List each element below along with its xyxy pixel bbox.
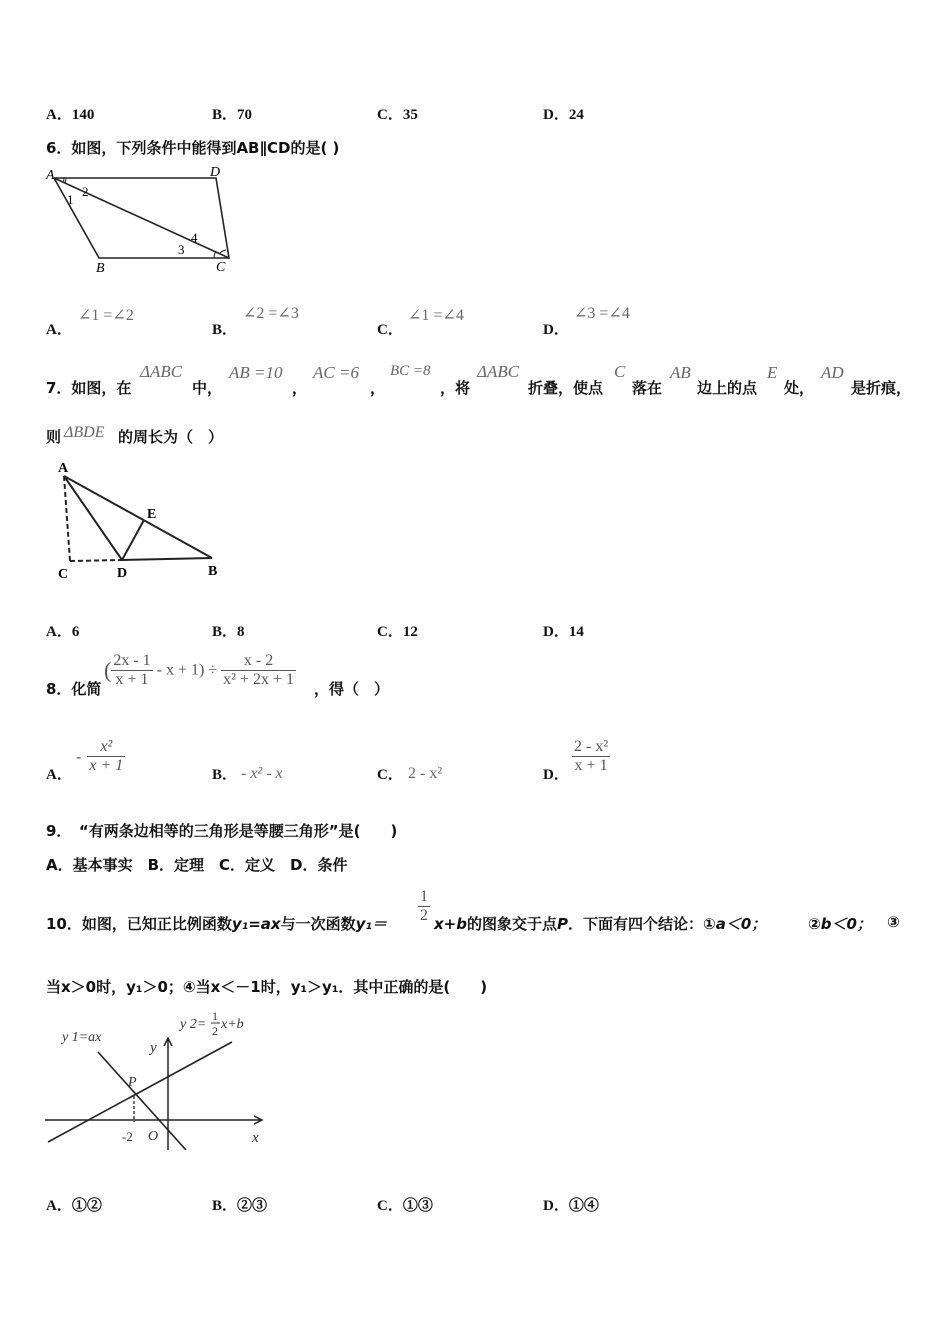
q6-option-c-expr: ∠1 =∠4 bbox=[408, 307, 464, 324]
q8-frac1-num: 2x - 1 bbox=[113, 652, 151, 669]
q7-number: 7．如图，在 bbox=[46, 379, 132, 397]
q7-label-e: E bbox=[147, 507, 157, 522]
q8-option-c-expr: 2 - x² bbox=[408, 765, 443, 782]
q7-option-d: D．14 bbox=[543, 624, 584, 640]
q6-label-d: D bbox=[210, 165, 221, 180]
q7-crease-ad: AD bbox=[821, 363, 844, 382]
q7-text-jiang: ，将 bbox=[440, 379, 471, 397]
q6-option-c-letter: C． bbox=[377, 322, 403, 338]
q7-triangle-figure bbox=[44, 456, 234, 586]
q7-side-ab: AB bbox=[670, 363, 691, 382]
q8-frac2-den: x² + 2x + 1 bbox=[223, 671, 294, 688]
q8-expression: ( $\frac{2x - 1}{x + 1}$ - x + 1) ÷ $\frac{x - 2}{\text{x² + 2x + 1}}$ bbox=[104, 652, 294, 688]
q7-label-b: B bbox=[208, 564, 218, 579]
q10-option-d: D．①④ bbox=[543, 1198, 599, 1214]
q7-label-a: A bbox=[58, 461, 69, 476]
q8-option-b-expr: - x² - x bbox=[241, 765, 283, 782]
q10-option-c: C．①③ bbox=[377, 1198, 433, 1214]
q7-option-c: C．12 bbox=[377, 624, 418, 640]
q8-frac2-num: x - 2 bbox=[221, 652, 296, 671]
q5-option-d: D．24 bbox=[543, 107, 584, 123]
q7-ab-length: AB =10 bbox=[229, 363, 283, 382]
q7-label-d: D bbox=[117, 566, 128, 581]
q6-label-c: C bbox=[216, 260, 226, 274]
q10-line2: 当x＞0时，y₁＞0；④当x＜－1时，y₁＞y₁．其中正确的是( ) bbox=[46, 978, 488, 996]
q10-label-x: x bbox=[252, 1130, 259, 1146]
q6-angle-1: 1 bbox=[67, 192, 74, 207]
q10-line1-tail: x+b的图象交于点P．下面有四个结论：①a＜0； bbox=[434, 915, 767, 933]
q8-frac1-den: x + 1 bbox=[115, 671, 149, 688]
q7-text-luo: 落在 bbox=[632, 379, 663, 397]
q9-options: A．基本事实 B．定理 C．定义 D．条件 bbox=[46, 856, 348, 874]
q10-line1: 10．如图，已知正比例函数y₁=ax与一次函数y₁＝ bbox=[46, 915, 387, 933]
q7-triangle-abc-2: ΔABC bbox=[477, 362, 520, 381]
q7-option-b: B．8 bbox=[212, 624, 245, 640]
q10-line1-end: ②b＜0； bbox=[808, 915, 872, 933]
q7-line2-suffix: 的周长为（ ） bbox=[118, 428, 224, 446]
q6-option-d-letter: D． bbox=[543, 322, 569, 338]
q7-text-hen: 是折痕， bbox=[851, 379, 912, 397]
q7-text-zhong: 中， bbox=[192, 379, 223, 397]
q7-text-chu: 处， bbox=[784, 379, 815, 397]
q7-text-bian: 边上的点 bbox=[697, 379, 758, 397]
q6-option-a-letter: A． bbox=[46, 322, 72, 338]
q8-option-b-letter: B． bbox=[212, 767, 238, 783]
q6-angle-3: 3 bbox=[178, 242, 185, 257]
q8-option-a-expr: - $\frac{\text{x²}}{x + 1}$ bbox=[76, 738, 124, 774]
q10-option-a: A．①② bbox=[46, 1198, 102, 1214]
q7-triangle-bde: ΔBDE bbox=[64, 424, 105, 441]
q10-label-y1: y 1=ax bbox=[62, 1030, 102, 1045]
q8-number: 8．化简 bbox=[46, 680, 102, 698]
q10-graph-figure bbox=[40, 1010, 280, 1150]
q7-text-fold: 折叠，使点 bbox=[528, 379, 604, 397]
q7-label-c: C bbox=[58, 567, 69, 582]
q10-fraction: $\frac{1}{2}$ bbox=[420, 888, 428, 924]
q5-option-b: B．70 bbox=[212, 107, 253, 123]
q6-option-d-expr: ∠3 =∠4 bbox=[574, 305, 630, 322]
q10-option-b: B．②③ bbox=[212, 1198, 268, 1214]
q10-label-minus2: -2 bbox=[122, 1129, 133, 1144]
q6-option-b-letter: B． bbox=[212, 322, 238, 338]
q10-label-p: P bbox=[128, 1075, 137, 1090]
q8-option-a-letter: A． bbox=[46, 767, 72, 783]
q10-label-y2-tail: x+b bbox=[221, 1017, 244, 1032]
q7-triangle-abc: ΔABC bbox=[140, 362, 183, 381]
q6-angle-4: 4 bbox=[191, 230, 198, 245]
q10-label-o: O bbox=[148, 1129, 159, 1144]
q9-stem: 9． “有两条边相等的三角形是等腰三角形”是( ) bbox=[46, 822, 398, 840]
q10-label-y2-num: 1 bbox=[212, 1010, 218, 1023]
q5-option-c: C．35 bbox=[377, 107, 418, 123]
q8-expr-mid: - x + 1) ÷ bbox=[156, 661, 218, 679]
q6-label-b: B bbox=[96, 261, 105, 274]
q8-option-d-letter: D． bbox=[543, 767, 569, 783]
q6-angle-2: 2 bbox=[82, 184, 89, 199]
q10-label-y: y bbox=[150, 1040, 157, 1056]
q7-option-a: A．6 bbox=[46, 624, 80, 640]
q8-suffix: ，得（ ） bbox=[314, 680, 390, 698]
q8-option-d-expr: $\frac{\text{2 - x²}}{x + 1}$ bbox=[574, 738, 609, 774]
q6-parallelogram-figure bbox=[44, 162, 244, 274]
q6-stem: 6．如图，下列条件中能得到AB∥CD的是( ) bbox=[46, 139, 340, 157]
q7-point-c: C bbox=[614, 362, 626, 381]
q6-option-b-expr: ∠2 =∠3 bbox=[243, 305, 299, 322]
q8-option-c-letter: C． bbox=[377, 767, 403, 783]
q7-line2-prefix: 则 bbox=[46, 428, 62, 446]
q10-label-y2-den: 2 bbox=[212, 1024, 218, 1038]
q10-label-y2: y 2= bbox=[180, 1017, 207, 1032]
q10-circle-3: ③ bbox=[887, 913, 900, 931]
q7-bc-length: BC =8 bbox=[390, 363, 431, 379]
q6-label-a: A bbox=[46, 168, 55, 183]
q7-comma-2: ， bbox=[370, 379, 386, 397]
q6-option-a-expr: ∠1 =∠2 bbox=[78, 307, 134, 324]
q7-comma-1: ， bbox=[292, 379, 308, 397]
q7-point-e: E bbox=[767, 363, 778, 382]
q5-option-a: A．140 bbox=[46, 107, 95, 123]
q7-ac-length: AC =6 bbox=[313, 363, 359, 382]
